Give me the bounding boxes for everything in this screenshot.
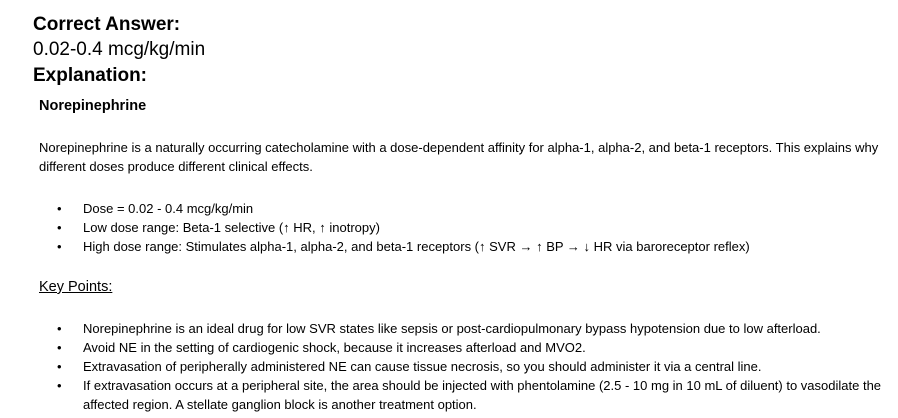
list-item xyxy=(57,237,750,256)
correct-answer-value: 0.02-0.4 mcg/kg/min xyxy=(33,39,206,60)
dose-list xyxy=(57,199,750,256)
list-item xyxy=(57,357,887,376)
bullet-icon: • xyxy=(57,239,62,254)
list-item-text: Extravasation of peripherally administered NE can cause tissue necrosis, so you should administer it via a central line. xyxy=(83,359,762,374)
bullet-icon: • xyxy=(57,359,62,374)
list-item-text: Avoid NE in the setting of cardiogenic shock, because it increases afterload and MVO2. xyxy=(83,340,586,355)
list-item xyxy=(57,319,887,338)
list-item xyxy=(57,218,750,237)
list-item-text: Low dose range: Beta-1 selective (↑ HR, ↑ inotropy) xyxy=(83,220,380,235)
list-item-text: Norepinephrine is an ideal drug for low SVR states like sepsis or post-cardiopulmonary bypass hypotension due to low afterload. xyxy=(83,321,821,336)
key-points-title: Key Points: xyxy=(39,279,113,295)
list-item xyxy=(57,376,887,414)
bullet-icon: • xyxy=(57,321,62,336)
list-item xyxy=(57,199,750,218)
list-item-text: If extravasation occurs at a peripheral site, the area should be injected with phentolamine (2.5 - 10 mg in 10 mL of diluent) to vasodilate the affected region. A stellate ganglion block is another treatment option. xyxy=(83,378,882,412)
correct-answer-label: Correct Answer: xyxy=(33,14,181,35)
explanation-label: Explanation: xyxy=(33,65,148,86)
bullet-icon: • xyxy=(57,378,62,393)
list-item xyxy=(57,338,887,357)
key-points-list xyxy=(57,319,887,414)
intro-paragraph: Norepinephrine is a naturally occurring catecholamine with a dose-dependent affinity for alpha-1, alpha-2, and beta-1 receptors. This explains why different doses produce different clinical effects. xyxy=(39,140,879,174)
bullet-icon: • xyxy=(57,340,62,355)
list-item-text: Dose = 0.02 - 0.4 mcg/kg/min xyxy=(83,201,254,216)
section-title: Norepinephrine xyxy=(39,98,147,114)
bullet-icon: • xyxy=(57,220,62,235)
list-item-text: High dose range: Stimulates alpha-1, alpha-2, and beta-1 receptors (↑ SVR → ↑ BP → ↓ HR via baroreceptor reflex) xyxy=(83,239,750,254)
bullet-icon: • xyxy=(57,201,62,216)
